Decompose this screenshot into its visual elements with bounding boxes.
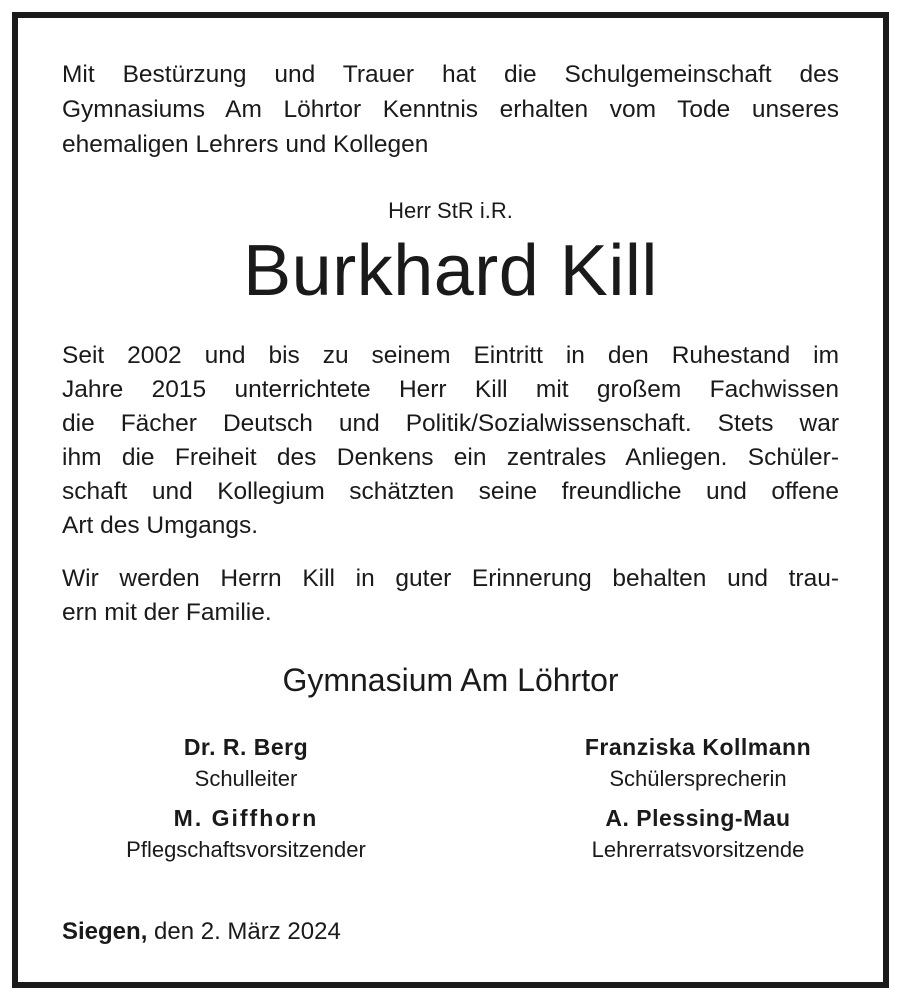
closing-paragraph <box>62 562 839 630</box>
body-line: die Fächer Deutsch und Politik/Sozialwissenschaft. Stets war <box>62 410 839 437</box>
signatory-teachers-council-chair <box>518 802 878 866</box>
deceased-honorific: Herr StR i.R. <box>388 198 513 223</box>
signatory-role: Lehrerratsvorsitzende <box>591 837 805 862</box>
signatory-role: Schulleiter <box>194 766 298 791</box>
deceased-name: Burkhard Kill <box>243 231 658 311</box>
body-line: Jahre 2015 unterrichtete Herr Kill mit großem Fachwissen <box>62 376 839 403</box>
signatory-name: M. Giffhorn <box>173 805 319 831</box>
signatory-role: Schülersprecherin <box>609 766 787 791</box>
intro-line: Mit Bestürzung und Trauer hat die Schulgemeinschaft des <box>62 61 839 88</box>
signatory-role: Pflegschaftsvorsitzender <box>126 837 366 862</box>
body-line: Seit 2002 und bis zu seinem Eintritt in den Ruhestand im <box>62 342 839 369</box>
dateline-date: den 2. März 2024 <box>154 918 341 945</box>
body-line: ihm die Freiheit des Denkens ein zentrales Anliegen. Schüler- <box>62 444 839 471</box>
intro-line: ehemaligen Lehrers und Kollegen <box>62 131 429 158</box>
closing-line: ern mit der Familie. <box>62 599 272 626</box>
signatory-name: Franziska Kollmann <box>584 734 812 760</box>
closing-line: Wir werden Herrn Kill in guter Erinnerung behalten und trau- <box>62 565 839 592</box>
intro-paragraph <box>62 57 839 162</box>
body-paragraph <box>62 339 839 543</box>
signatory-student-speaker <box>518 731 878 795</box>
dateline <box>62 915 341 949</box>
signatory-principal <box>66 731 426 795</box>
signatory-name: A. Plessing-Mau <box>605 805 791 831</box>
signatory-parents-chair <box>66 802 426 866</box>
signatory-name: Dr. R. Berg <box>183 734 309 760</box>
dateline-place: Siegen, <box>62 918 148 945</box>
organization-name: Gymnasium Am Löhrtor <box>282 662 619 698</box>
body-line: schaft und Kollegium schätzten seine freundliche und offene <box>62 478 839 505</box>
body-line: Art des Umgangs. <box>62 512 259 539</box>
intro-line: Gymnasiums Am Löhrtor Kenntnis erhalten vom Tode unseres <box>62 96 839 123</box>
